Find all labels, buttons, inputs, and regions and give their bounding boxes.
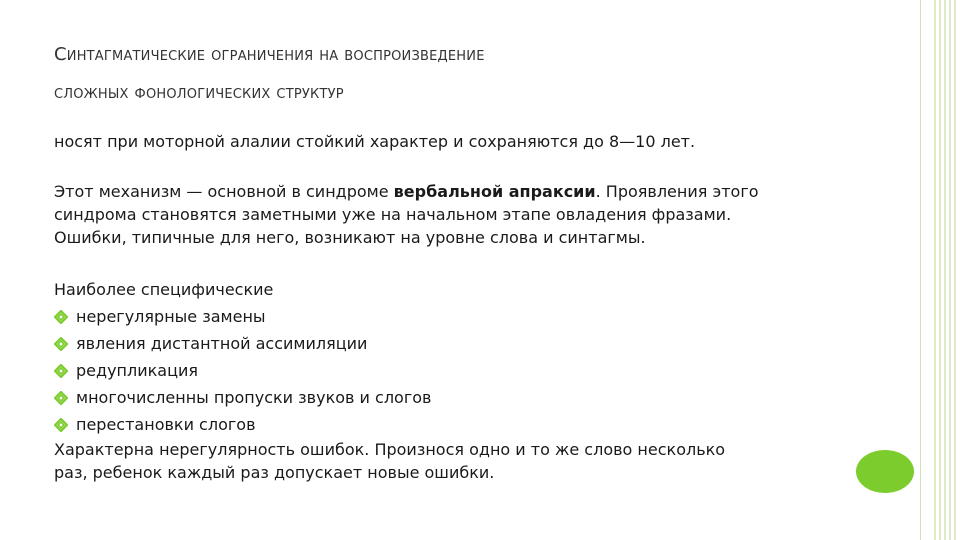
decorative-stripes [930,0,960,540]
decorative-green-circle [856,450,914,493]
slide-body [54,130,874,484]
list-item [54,411,874,438]
paragraph-2-text: Этот механизм — основной в синдроме [54,182,394,201]
list-item [54,330,874,357]
paragraph-2-line-3: Ошибки, типичные для него, возникают на уровне слова и синтагмы. [54,228,646,247]
vertical-divider [920,0,921,540]
title-line-2: сложных фонологических структур [54,82,344,103]
list-item [54,357,874,384]
hollow-square-bullet-icon [54,391,68,405]
hollow-square-bullet-icon [54,364,68,378]
paragraph-2-bold: вербальной апраксии [393,182,596,201]
paragraph-2-text-cont: . Проявления этого [595,182,759,201]
hollow-square-bullet-icon [54,310,68,324]
slide-title [54,36,894,112]
paragraph-2 [54,180,874,249]
hollow-square-bullet-icon [54,337,68,351]
list-item-label: многочисленны пропуски звуков и слогов [76,388,432,407]
list-item [54,303,874,330]
paragraph-2-line-2: синдрома становятся заметными уже на начальном этапе овладения фразами. [54,205,732,224]
paragraph-1: носят при моторной алалии стойкий характер и сохраняются до 8—10 лет. [54,132,696,151]
list-item-label: перестановки слогов [76,415,256,434]
list-heading: Наиболее специфические [54,280,274,299]
closing-line-1: Характерна нерегулярность ошибок. Произнося одно и то же слово несколько [54,440,726,459]
closing-paragraph [54,438,874,484]
list-item [54,384,874,411]
list-item-label: нерегулярные замены [76,307,266,326]
hollow-square-bullet-icon [54,418,68,432]
title-line-1: Синтагматические ограничения на воспроизведение [54,44,485,65]
list-item-label: редупликация [76,361,198,380]
closing-line-2: раз, ребенок каждый раз допускает новые ошибки. [54,463,495,482]
list-item-label: явления дистантной ассимиляции [76,334,368,353]
